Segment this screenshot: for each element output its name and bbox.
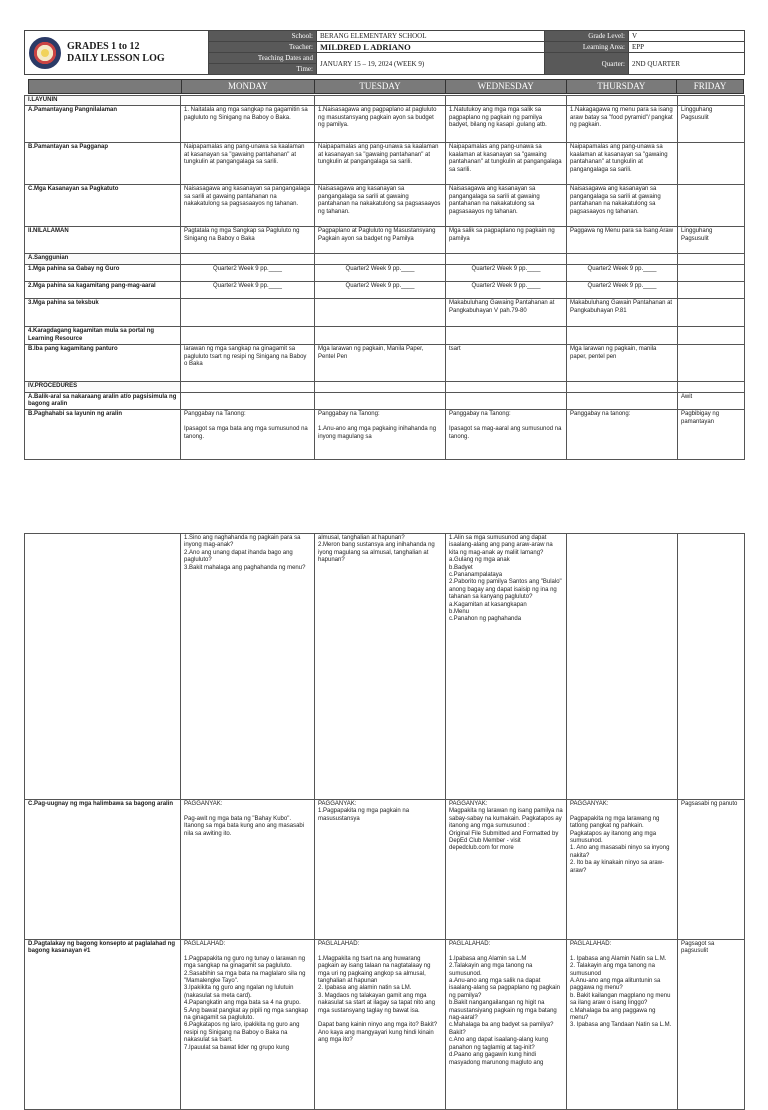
day-cell-wednesday: Naisasagawa ang kasanayan sa pangangalaga sa sarili at gawaing pantahanan na nakakatulong sa pagsasaayos ng tahanan. [446,185,567,227]
grade-level-label: Grade Level: [545,31,629,42]
day-cell-monday: Naisasagawa ang kasanayan sa pangangalaga sa sarili at gawaing pantahanan na nakakatulong sa pagsasaayos ng tahanan. [181,185,315,227]
lesson-row [25,265,745,282]
lesson-row [25,282,745,299]
teacher-value: MILDRED L ADRIANO [317,42,545,53]
teaching-dates-label-2: Time: [209,64,317,75]
day-cell-friday [678,345,745,382]
row-label: C.Pag-uugnay ng mga halimbawa sa bagong aralin [25,800,181,940]
day-cell-monday: Quarter2 Week 9 pp.____ [181,282,315,299]
day-cell-monday: Panggabay na Tanong: Ipasagot sa mga bata ang mga sumusunod na tanong. [181,410,315,460]
lesson-row [25,143,745,185]
lesson-log-header [24,30,745,75]
lesson-table-part-2 [24,533,745,1110]
day-cell-monday: PAGLALAHAD: 1.Pagpapakita ng guro ng tunay o larawan ng mga sangkap na ginagamit sa pagluluto. 2.Sasabihin sa mga bata na maglalaro sila ng "Mamalengke Tayo". 3.Ipakikita ng guro ang ngalan ng lulutuin (nakasulat sa meta card). 4.Papangkatin ang mga bata sa 4 na grupo. 5.Ang bawat pangkat ay pipili ng mga sangkap na ginagamit sa pagluluto. 6.Pagkatapos ng laro, ipakikita ng guro ang resipi ng Sinigang na Baboy o Baka na nakasulat sa tsart. 7.Ipauulat sa bawat lider ng grupo kung [181,940,315,1110]
day-cell-tuesday [315,327,446,345]
day-cell-tuesday: Quarter2 Week 9 pp.____ [315,265,446,282]
day-cell-tuesday [315,299,446,327]
day-cell-monday: PAGGANYAK: Pag-awit ng mga bata ng "Bahay Kubo". Itanong sa mga bata kung ano ang masasabi nila sa awiting ito. [181,800,315,940]
teacher-label: Teacher: [209,42,317,53]
day-cell-wednesday: 1.Alin sa mga sumusunod ang dapat isaalang-alang ang pang araw-araw na kita ng mag-anak ay maliit lamang? a.Gulang ng mga anak b.Badyet c.Pananampalataya 2.Paborito ng pamilya Santos ang "Bulalo" anong bagay ang dapat isaisip ng ina ng tahanan sa kanyang pagluluto? a.Kagamitan at kasangkapan b.Menu c.Panahon ng paghahanda [446,534,567,800]
day-cell-friday [678,185,745,227]
day-cell-tuesday: Panggabay na Tanong: 1.Anu-ano ang mga pagkaing inihahanda ng inyong magulang sa [315,410,446,460]
day-cell-tuesday: Pagpaplano at Pagluluto ng Masustansyang Pagkain ayon sa badget ng Pamilya [315,227,446,254]
day-cell-monday: Naipapamalas ang pang-unawa sa kaalaman at kasanayan sa "gawaing pantahanan" at tungkulin at pangangalaga sa sarili. [181,143,315,185]
day-cell-thursday: Panggabay na tanong: [567,410,678,460]
quarter-label: Quarter: [545,53,629,75]
day-cell-friday: Pagbibigay ng pamantayan [678,410,745,460]
teaching-dates-label-1: Teaching Dates and [209,53,317,64]
row-label: B.Pamantayan sa Pagganap [25,143,181,185]
day-cell-friday: Awit [678,392,745,410]
day-cell-tuesday: Quarter2 Week 9 pp.____ [315,282,446,299]
lesson-row [25,96,745,106]
day-cell-friday [678,265,745,282]
day-cell-monday [181,96,315,106]
row-label: B.Paghahabi sa layunin ng aralin [25,410,181,460]
learning-area-value: EPP [629,42,745,53]
day-cell-tuesday: PAGLALAHAD: 1.Magpakita ng tsart na ang huwarang pagkain ay isang talaan na nagtatalaay ng mga uri ng pagkaing angkop sa almusal, tanghalian at hapunan 2. Ipabasa ang alamin natin sa LM. 3. Magdaos ng talakayan gamit ang mga nakasulat sa start at ilagay sa tapat nito ang mga sustansyang taglay ng bawat isa. Dapat bang kainin ninyo ang mga ito? Bakit? Ano kaya ang mangyayari kung hindi kinain ang mga ito? [315,940,446,1110]
day-cell-thursday: Naipapamalas ang pang-unawa sa kaalaman at kasanayan sa "gawaing pantahanan" at tungkulin at pangangalaga sa sarili. [567,143,678,185]
row-label: D.Pagtalakay ng bagong konsepto at paglalahad ng bagong kasanayan #1 [25,940,181,1110]
day-cell-thursday: PAGGANYAK: Pagpapakita ng mga larawang ng tatlong pangkat ng pahkain. Pagkatapos ay itanong ang mga sumusunod. 1. Ano ang masasabi ninyo sa inyong nakita? 2. Ito ba ay kinakain ninyo sa araw-araw? [567,800,678,940]
day-cell-monday [181,382,315,392]
day-monday: MONDAY [181,80,315,93]
day-cell-monday [181,299,315,327]
school-value: BERANG ELEMENTARY SCHOOL [317,31,545,42]
row-label: 1.Mga pahina sa Gabay ng Guro [25,265,181,282]
learning-area-label: Learning Area: [545,42,629,53]
day-wednesday: WEDNESDAY [445,80,566,93]
grade-level-value: V [629,31,745,42]
day-cell-wednesday: Mga salik sa pagpaplano ng pagkain ng pamilya [446,227,567,254]
weekday-spacer [29,80,181,93]
day-cell-thursday [567,382,678,392]
day-cell-tuesday: PAGGANYAK: 1.Pagpapakita ng mga pagkain na masusustansya [315,800,446,940]
day-cell-friday [678,282,745,299]
row-label: C.Mga Kasanayan sa Pagkatuto [25,185,181,227]
lesson-row [25,392,745,410]
day-cell-wednesday: Naipapamalas ang pang-unawa sa kaalaman at kasanayan sa "gawaing pantahanan" at tungkulin at pangangalaga sa sarili. [446,143,567,185]
day-cell-wednesday: Quarter2 Week 9 pp.____ [446,265,567,282]
day-cell-friday [678,96,745,106]
day-cell-wednesday: PAGGANYAK: Magpakita ng larawan ng isang pamilya na sabay-sabay na kumakain. Pagkatapos ay itanong ang mga sumusunod : Original File Submitted and Formatted by DepEd Club Member - visit depedclub.com for more [446,800,567,940]
day-cell-friday [678,254,745,265]
quarter-value: 2ND QUARTER [629,53,745,75]
day-cell-wednesday [446,96,567,106]
lesson-row [25,254,745,265]
school-label: School: [209,31,317,42]
lesson-row [25,940,745,1110]
day-cell-friday [678,534,745,800]
day-cell-tuesday: Naipapamalas ang pang-unawa sa kaalaman at kasanayan sa "gawaing pantahanan" at tungkulin at pangangalaga sa sarili. [315,143,446,185]
day-cell-friday: Lingguhang Pagsusulit [678,227,745,254]
day-cell-thursday [567,96,678,106]
day-cell-wednesday: Makabuluhang Gawaing Pantahanan at Pangkabuhayan V pah.79-80 [446,299,567,327]
row-label: 2.Mga pahina sa kagamitang pang-mag-aaral [25,282,181,299]
day-cell-wednesday: Panggabay na Tanong: Ipasagot sa mag-aaral ang sumusunod na tanong. [446,410,567,460]
day-cell-thursday: Naisasagawa ang kasanayan sa pangangalaga sa sarili at gawaing pantahanan na nakakatulong sa pagsasaayos ng tahanan. [567,185,678,227]
day-cell-monday: Quarter2 Week 9 pp.____ [181,265,315,282]
day-cell-thursday: Paggawa ng Menu para sa Isang Araw [567,227,678,254]
lesson-row [25,345,745,382]
log-title-grades: GRADES 1 to 12 [67,40,140,52]
day-cell-tuesday: Naisasagawa ang kasanayan sa pangangalaga sa sarili at gawaing pantahanan na nakakatulong sa pagsasaayos ng tahanan. [315,185,446,227]
teaching-dates-value: JANUARY 15 – 19, 2024 (WEEK 9) [317,53,545,75]
lesson-row [25,382,745,392]
day-cell-wednesday [446,327,567,345]
lesson-row [25,299,745,327]
day-cell-friday [678,143,745,185]
day-cell-wednesday: PAGLALAHAD: 1.Ipabasa ang Alamin sa L.M 2.Talakayin ang mga tanong na sumusunod. a.Anu-ano ang mga salik na dapat isaalang-alang sa pagpaplano ng pagkain ng pamilya? b.Bakit nangangailangan ng higit na masustansiyang pagkain ng mga batang nag-aaral? c.Mahalaga ba ang badyet sa pamilya? Bakit? c.Ano ang dapat isaalang-alang kung panahon ng taglamig at tag-init? d.Paano ang gagawin kung hindi masyadong marunong magluto ang [446,940,567,1110]
row-label: A.Sanggunian [25,254,181,265]
row-label: A.Pamantayang Pangnilalaman [25,106,181,143]
lesson-row [25,227,745,254]
row-label: IV.PROCEDURES [25,382,181,392]
title-block [25,31,209,75]
day-friday: FRIDAY [676,80,743,93]
day-tuesday: TUESDAY [314,80,445,93]
day-cell-tuesday: 1.Naisasagawa ang pagpaplano at pagluluto ng masustansyang pagkain ayon sa budget ng pamilya. [315,106,446,143]
day-cell-thursday: 1.Nakagagawa ng menu para sa isang araw batay sa "food pyramid"/ pangkat ng pagkain. [567,106,678,143]
lesson-row [25,106,745,143]
lesson-row [25,185,745,227]
deped-seal-icon [29,37,61,69]
lesson-row [25,534,745,800]
day-cell-tuesday [315,382,446,392]
day-cell-tuesday [315,392,446,410]
log-title-dll: DAILY LESSON LOG [67,52,165,64]
day-cell-monday: Pagtatala ng mga Sangkap sa Pagluluto ng Sinigang na Baboy o Baka [181,227,315,254]
day-cell-thursday [567,254,678,265]
row-label: 3.Mga pahina sa teksbuk [25,299,181,327]
day-cell-thursday: Mga larawan ng pagkain, manila paper, pentel pen [567,345,678,382]
day-cell-wednesday: tsart [446,345,567,382]
row-label: 4.Karagdagang kagamitan mula sa portal ng Learning Resource [25,327,181,345]
day-cell-wednesday: Quarter2 Week 9 pp.____ [446,282,567,299]
row-label: II.NILALAMAN [25,227,181,254]
day-cell-friday: Pagsasabi ng panuto [678,800,745,940]
day-cell-tuesday [315,96,446,106]
day-cell-friday: Pagsagot sa pagsusulit [678,940,745,1110]
day-cell-thursday: PAGLALAHAD: 1. Ipabasa ang Alamin Natin sa L.M. 2. Talakayin ang mga tanong na sumusunod A.Anu-ano ang mga alituntunin sa paggawa ng menu? b. Bakit kailangan magplano ng menu sa ilang araw o isang linggo? c.Mahalaga ba ang paggawa ng menu? 3. Ipabasa ang Tandaan Natin sa L.M. [567,940,678,1110]
day-cell-friday [678,299,745,327]
day-cell-thursday: Quarter2 Week 9 pp.____ [567,282,678,299]
day-cell-monday: larawan ng mga sangkap na ginagamit sa pagluluto tsart ng resipi ng Sinigang na Baboy o Baka [181,345,315,382]
day-cell-monday [181,327,315,345]
day-cell-thursday [567,327,678,345]
day-cell-friday: Lingguhang Pagsusulit [678,106,745,143]
day-cell-thursday [567,534,678,800]
day-cell-thursday: Quarter2 Week 9 pp.____ [567,265,678,282]
day-cell-monday [181,392,315,410]
row-label: B.Iba pang kagamitang panturo [25,345,181,382]
row-label [25,534,181,800]
weekday-header [28,79,744,94]
day-cell-tuesday: almusal, tanghalian at hapunan? 2.Meron bang sustansya ang inihahanda ng iyong magulang sa almusal, tanghalian at hapunan? [315,534,446,800]
row-label: I.LAYUNIN [25,96,181,106]
day-cell-wednesday: 1.Natutukoy ang mga mga salik sa pagpaplano ng pagkain ng pamilya badyet, bilang ng kasapi ,gulang atb. [446,106,567,143]
lesson-row [25,410,745,460]
day-cell-wednesday [446,392,567,410]
day-cell-wednesday [446,254,567,265]
day-cell-friday [678,327,745,345]
day-cell-tuesday [315,254,446,265]
row-label: A.Balik-aral sa nakaraang aralin at/o pagsisimula ng bagong aralin [25,392,181,410]
day-thursday: THURSDAY [566,80,677,93]
day-cell-thursday [567,392,678,410]
day-cell-thursday: Makabuluhang Gawain Pantahanan at Pangkabuhayan P.81 [567,299,678,327]
day-cell-friday [678,382,745,392]
day-cell-monday [181,254,315,265]
day-cell-wednesday [446,382,567,392]
day-cell-monday: 1.Sino ang naghahanda ng pagkain para sa inyong mag-anak? 2.Ano ang unang dapat ihanda bago ang pagluluto? 3.Bakit mahalaga ang paghahanda ng menu? [181,534,315,800]
lesson-table-part-1 [24,95,745,460]
lesson-row [25,800,745,940]
lesson-row [25,327,745,345]
day-cell-tuesday: Mga larawan ng pagkain, Manila Paper, Pentel Pen [315,345,446,382]
day-cell-monday: 1. Naitatala ang mga sangkap na gagamitin sa pagluluto ng Sinigang na Baboy o Baka. [181,106,315,143]
